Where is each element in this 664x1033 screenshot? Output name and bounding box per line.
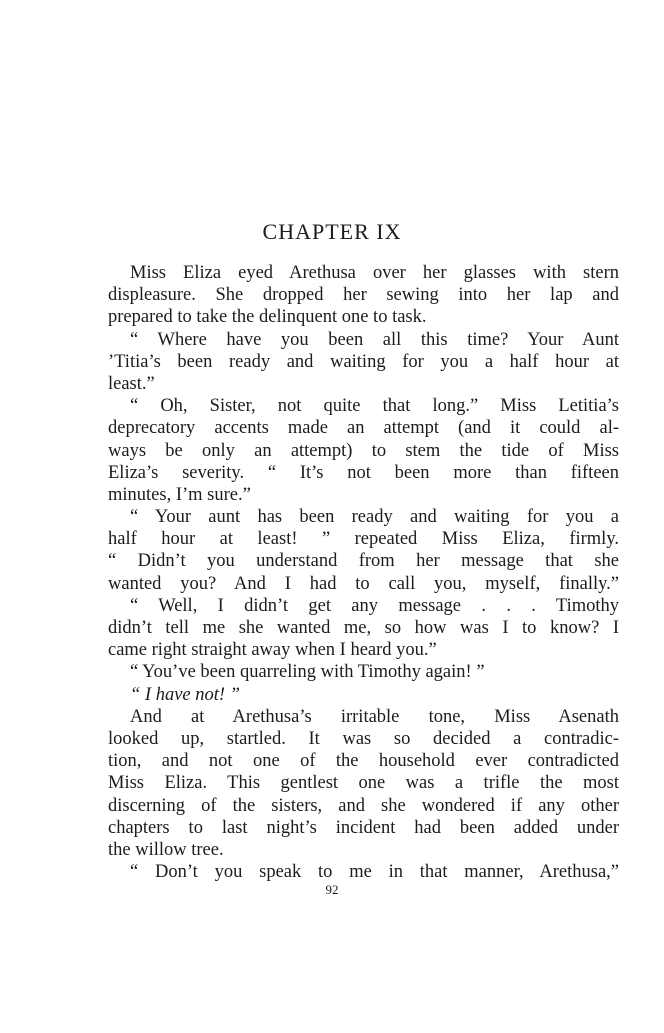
page-number: 92 (325, 882, 339, 897)
body-text (108, 262, 619, 883)
text-line: “ Well, I didn’t get any message . . . Timothy (130, 595, 619, 616)
text-line: “ Oh, Sister, not quite that long.” Miss Letitia’s (130, 396, 619, 417)
text-line: chapters to last night’s incident had been added under (108, 817, 619, 838)
text-line: And at Arethusa’s irritable tone, Miss Asenath (130, 706, 619, 727)
text-line: wanted you? And I had to call you, myself, finally.” (108, 573, 619, 594)
chapter-title: CHAPTER IX (262, 219, 402, 244)
text-line: “ You’ve been quarreling with Timothy again! ” (130, 662, 485, 683)
text-line: came right straight away when I heard you.” (108, 640, 437, 661)
text-line: “ Don’t you speak to me in that manner, Arethusa,” (130, 862, 619, 883)
text-line: didn’t tell me she wanted me, so how was I to know? I (108, 618, 619, 638)
text-line: tion, and not one of the household ever contradicted (108, 751, 619, 772)
text-line: the willow tree. (108, 839, 224, 860)
text-line: half hour at least! ” repeated Miss Eliza, firmly. (108, 529, 619, 550)
text-line: “ Your aunt has been ready and waiting for you a (130, 507, 619, 528)
text-line: looked up, startled. It was so decided a contradic- (108, 728, 619, 749)
text-line: deprecatory accents made an attempt (and it could al- (108, 418, 619, 439)
text-line: Miss Eliza eyed Arethusa over her glasses with stern (130, 263, 619, 283)
text-line: discerning of the sisters, and she wondered if any other (108, 795, 619, 816)
text-line: minutes, I’m sure.” (108, 484, 251, 505)
text-line: “ Didn’t you understand from her message that she (108, 551, 619, 572)
text-line: Miss Eliza. This gentlest one was a trifle the most (108, 773, 619, 794)
text-line: ’Titia’s been ready and waiting for you a half hour at (108, 351, 619, 372)
text-line: “ I have not! ” (130, 684, 240, 705)
text-line: “ Where have you been all this time? Your Aunt (130, 329, 619, 350)
text-line: least.” (108, 373, 155, 394)
text-line: Eliza’s severity. “ It’s not been more than fifteen (108, 462, 619, 483)
text-line: ways be only an attempt) to stem the tide of Miss (108, 440, 619, 461)
text-line: prepared to take the delinquent one to task. (108, 307, 427, 328)
text-line: displeasure. She dropped her sewing into her lap and (108, 285, 619, 306)
